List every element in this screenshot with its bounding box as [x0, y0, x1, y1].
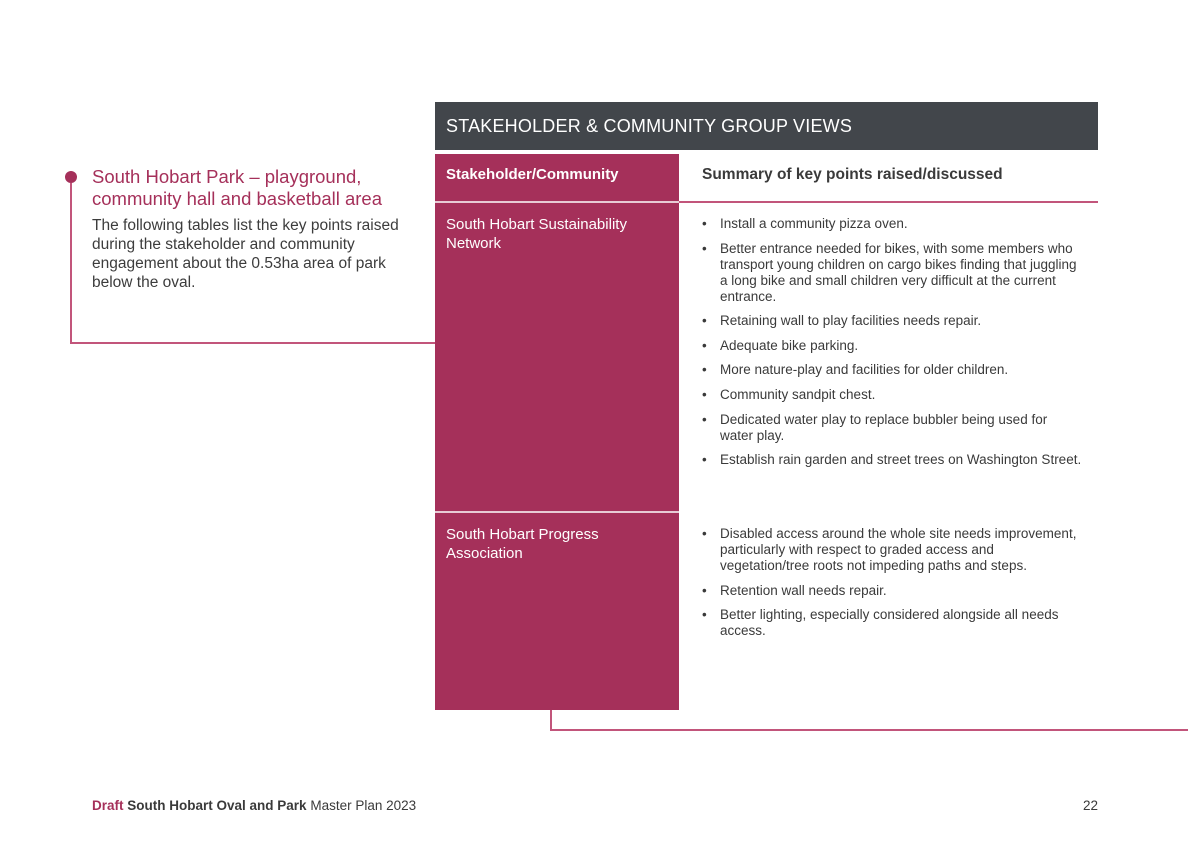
footer-draft-label: Draft [92, 798, 124, 813]
column-header-summary: Summary of key points raised/discussed [702, 166, 1003, 183]
connector-line-vertical [550, 710, 552, 730]
list-item: • Establish rain garden and street trees on Washington Street. [702, 452, 1082, 468]
list-item: • Install a community pizza oven. [702, 216, 1082, 232]
section-intro-text: The following tables list the key points raised during the stakeholder and community engagement about the 0.53ha area of park below the oval. [92, 217, 399, 291]
list-item: • Better lighting, especially considered alongside all needs access. [702, 607, 1082, 639]
list-item: • Retention wall needs repair. [702, 583, 1082, 599]
table-header: STAKEHOLDER & COMMUNITY GROUP VIEWS [435, 102, 1098, 150]
list-item: • Better entrance needed for bikes, with some members who transport young children on cargo bikes finding that juggling a long bike and small children very difficult at the current entrance. [702, 241, 1082, 305]
stakeholder-name: South Hobart Progress Association [446, 526, 599, 562]
column-header-stakeholder: Stakeholder/Community [446, 166, 619, 183]
bullet-dot-icon [65, 171, 77, 183]
footer [92, 798, 416, 813]
connector-line-horizontal [550, 729, 1188, 731]
footer-doc-suffix: Master Plan 2023 [310, 798, 417, 813]
stakeholder-name: South Hobart Sustainability Network [446, 216, 627, 252]
key-points-list [702, 526, 1082, 648]
list-item: • More nature-play and facilities for older children. [702, 362, 1082, 378]
key-points-list [702, 216, 1082, 477]
section-title: South Hobart Park – playground, community hall and basketball area [92, 166, 382, 209]
list-item: • Retaining wall to play facilities needs repair. [702, 313, 1082, 329]
header-divider-left [435, 201, 679, 203]
list-item: • Dedicated water play to replace bubbler being used for water play. [702, 412, 1082, 444]
footer-doc-title: South Hobart Oval and Park [127, 798, 307, 813]
row-divider [435, 511, 679, 513]
header-divider [679, 201, 1098, 203]
connector-line-horizontal [70, 342, 436, 344]
list-item: • Disabled access around the whole site needs improvement, particularly with respect to graded access and vegetation/tree roots not impeding paths and steps. [702, 526, 1082, 574]
page-number: 22 [1082, 798, 1098, 813]
list-item: • Adequate bike parking. [702, 338, 1082, 354]
list-item: • Community sandpit chest. [702, 387, 1082, 403]
connector-line-vertical [70, 183, 72, 343]
